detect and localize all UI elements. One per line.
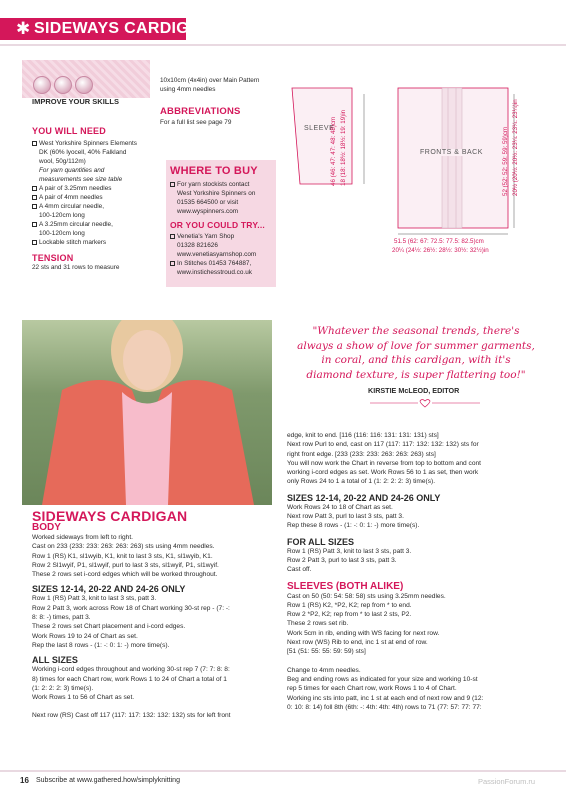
- instruction-line: These 2 rows set rib.: [287, 620, 349, 628]
- page-title: SIDEWAYS CARDIGAN: [34, 20, 213, 37]
- sleeve-length-in: 18 (18: 18½: 18½: 19: 19)in: [340, 109, 347, 186]
- tension-line: using 4mm needles: [160, 86, 216, 93]
- instruction-line: Beg and ending rows as indicated for your size and working 10-st: [287, 675, 478, 683]
- list-item: 100-120cm long: [39, 230, 85, 237]
- abbreviations-title: ABBREVIATIONS: [160, 106, 241, 117]
- list-item: 01535 664500 or visit: [177, 199, 239, 206]
- cardigan-photo: [22, 320, 272, 505]
- instruction-line: Worked sideways from left to right.: [32, 534, 134, 541]
- checkbox-icon: [32, 240, 37, 245]
- top-shape: [122, 392, 172, 505]
- instruction-line: Row 1 (RS) K1, sl1wyib, K1, knit to last 3 sts, K1, sl1wyib, K1.: [32, 552, 213, 560]
- instruction-line: Row 1 (RS) Patt 3, knit to last 3 sts, patt 3.: [32, 595, 157, 603]
- quote-line: in coral, and this cardigan, with it's: [321, 354, 511, 366]
- list-item: Venetia's Yarn Shop: [170, 232, 276, 241]
- body-subtitle: BODY: [32, 522, 61, 533]
- yarn-ball-icon: [33, 76, 51, 94]
- instruction-line: Row 2 Sl1wyif, P1, sl1wyif, purl to last 3 sts, sl1wyif, P1, sl1wyif.: [32, 561, 219, 569]
- list-item: For yarn quantities and: [39, 167, 105, 174]
- quote-line: always a show of love for summer garments,: [297, 339, 535, 352]
- checkbox-icon: [32, 195, 37, 200]
- list-item: A pair of 3.25mm needles: [32, 184, 162, 193]
- instruction-line: 0: 10: 8: 14) foll 8th (6th: -: 4th: 4th: 4th) rows to 71 (77: 57: 77: 77:: [287, 703, 482, 711]
- yarn-ball-icon: [54, 76, 72, 94]
- instruction-line: Work Rows 19 to 24 of Chart as set.: [32, 632, 138, 640]
- instruction-line: Row 2 Patt 3, purl to last 3 sts, patt 3.: [287, 556, 397, 564]
- instruction-line: edge, knit to end. [116 (116: 116: 131: 131: 131) sts]: [287, 432, 439, 439]
- body-height-in: 20½ (20½: 20½: 23¼: 23¼: 23¼)in: [512, 99, 519, 196]
- footer-divider: [0, 770, 566, 772]
- instruction-line: Rep the last 8 rows - (1: -: 0: 1: -) more time(s).: [32, 641, 170, 649]
- tension-line: 10x10cm (4x4in) over Main Pattern: [160, 77, 260, 84]
- instruction-line: Work Rows 1 to 56 of Chart as set.: [32, 694, 135, 702]
- you-will-need-section: [32, 126, 162, 272]
- quote-author: KIRSTIE McLEOD, EDITOR: [368, 386, 460, 395]
- tension-text: 22 sts and 31 rows to measure: [32, 264, 120, 271]
- instruction-line: 8) times for each Chart row, work Rows 1 to 24 of Chart a total of 1: [32, 675, 227, 683]
- list-item: DK (60% lyocell, 40% Falkland: [39, 149, 127, 156]
- subscribe-link[interactable]: Subscribe at www.gathered.how/simplyknitting: [36, 777, 180, 784]
- instruction-line: Next row (RS) Cast off 117 (117: 117: 132: 132: 132) sts for left front: [32, 712, 231, 720]
- instruction-line: Cast on 233 (233: 233: 263: 263: 263) sts using 4mm needles.: [32, 543, 215, 551]
- list-item: wool, 50g/112m): [39, 158, 86, 165]
- instruction-line: 8: 8: -) times, patt 3.: [32, 614, 91, 622]
- skills-label: IMPROVE YOUR SKILLS: [32, 97, 119, 106]
- instruction-line: working i-cord edges as set. Work Rows 56 to 1 as set, then work: [287, 469, 479, 477]
- list-item: www.venetiasyarnshop.com: [177, 251, 257, 258]
- schematic-diagram: [280, 84, 550, 274]
- where-to-buy-content: [170, 165, 276, 277]
- instruction-line: rep 5 times for each Chart row, work Rows 1 to 4 of Chart.: [287, 685, 457, 693]
- body-width-cm: 51.5 (62: 67: 72.5: 77.5: 82.5)cm: [394, 238, 484, 245]
- tension-continued: [160, 76, 280, 94]
- instruction-line: Row 2 Patt 3, work across Row 18 of Chart working 30-st rep - (7: -:: [32, 604, 230, 612]
- instruction-line: Next row Purl to end, cast on 117 (117: 117: 132: 132: 132) sts for: [287, 441, 479, 449]
- instruction-line: Row 1 (RS) Patt 3, knit to last 3 sts, patt 3.: [287, 547, 412, 555]
- checkbox-icon: [170, 182, 175, 187]
- instruction-line: Working i-cord edges throughout and working 30-st rep 7 (7: 7: 8: 8:: [32, 666, 230, 674]
- page-number: 16: [20, 776, 29, 785]
- instruction-line: Cast off.: [287, 566, 312, 574]
- instruction-line: Row 1 (RS) K2, *P2, K2; rep from * to end.: [287, 601, 412, 609]
- instruction-line: Change to 4mm needles.: [287, 666, 361, 674]
- list-item: 01328 821626: [177, 242, 218, 249]
- heart-divider: [370, 398, 480, 408]
- header-divider: [0, 44, 566, 46]
- instruction-line: (1: 2: 2: 2: 3) time(s).: [32, 684, 94, 692]
- continued-instructions: [287, 431, 551, 712]
- sizes-heading: SIZES 12-14, 20-22 AND 24-26 ONLY: [32, 584, 186, 595]
- pattern-title: SIDEWAYS CARDIGAN: [32, 508, 188, 524]
- list-item: 100-120cm long: [39, 212, 85, 219]
- instruction-line: right front edge. [233 (233: 233: 263: 263: 263) sts]: [287, 450, 436, 458]
- watermark: PassionForum.ru: [478, 777, 536, 786]
- instruction-line: only Rows 24 to 1 a total of 1 (1: 2: 2: 2: 3) time(s).: [287, 478, 436, 486]
- checkbox-icon: [170, 234, 175, 239]
- fronts-back-label: FRONTS & BACK: [420, 149, 483, 156]
- list-item: For yarn stockists contact: [170, 180, 276, 189]
- editor-quote: [282, 324, 550, 382]
- body-cable-column: [442, 88, 462, 228]
- heart-icon: [420, 400, 430, 408]
- list-item: measurements see size table: [39, 176, 123, 183]
- list-item: www.wyspinners.com: [177, 208, 239, 215]
- body-instructions: [32, 508, 280, 721]
- checkbox-icon: [32, 222, 37, 227]
- face-shape: [123, 330, 171, 390]
- instruction-line: Next row (WS) Rib to end, inc 1 st at end of row.: [287, 639, 428, 647]
- list-item: West Yorkshire Spinners on: [177, 190, 256, 197]
- cardigan-illustration: [22, 320, 272, 505]
- instruction-line: Cast on 50 (50: 54: 58: 58) sts using 3.25mm needles.: [287, 592, 446, 600]
- quote-line: diamond texture, is super flattering too!": [306, 368, 526, 381]
- try-title: OR YOU COULD TRY...: [170, 220, 265, 230]
- checkbox-icon: [32, 186, 37, 191]
- body-height-cm: 52 (52: 52: 59: 59: 59)cm: [502, 126, 509, 196]
- instruction-line: These 2 rows set i-cord edges which will be worked throughout.: [32, 571, 218, 579]
- list-item: In Stitches 01453 764887,: [170, 259, 276, 268]
- list-item: A 4mm circular needle,: [32, 202, 162, 211]
- star-icon: ✱: [16, 19, 31, 38]
- sleeve-length-cm: 46 (46: 47: 47: 48: 48)cm: [330, 116, 337, 186]
- tension-title: TENSION: [32, 253, 74, 263]
- checkbox-icon: [32, 141, 37, 146]
- where-to-buy-title: WHERE TO BUY: [170, 165, 258, 177]
- instruction-line: These 2 rows set Chart placement and i-cord edges.: [32, 623, 186, 631]
- instruction-line: You will now work the Chart in reverse from top to bottom and cont: [287, 459, 481, 467]
- checkbox-icon: [32, 204, 37, 209]
- instruction-line: [51 (51: 55: 55: 59: 59) sts]: [287, 648, 366, 656]
- instruction-line: Work Rows 24 to 18 of Chart as set.: [287, 503, 393, 511]
- instruction-line: Row 2 *P2, K2; rep from * to last 2 sts, P2.: [287, 611, 412, 619]
- sizes-heading: SIZES 12-14, 20-22 AND 24-26 ONLY: [287, 492, 441, 503]
- instruction-line: Rep these 8 rows - (1: -: 0: 1: -) more time(s).: [287, 522, 420, 530]
- abbreviations-text: For a full list see page 79: [160, 119, 232, 126]
- for-all-sizes-heading: FOR ALL SIZES: [287, 536, 355, 547]
- instruction-line: Next row Patt 3, purl to last 3 sts, patt 3.: [287, 513, 404, 521]
- yarn-ball-icon: [75, 76, 93, 94]
- needs-list: [32, 139, 162, 247]
- instruction-line: Working inc sts into patt, inc 1 st at each end of next row and 9 (12:: [287, 694, 484, 702]
- list-item: Lockable stitch markers: [32, 238, 162, 247]
- sleeves-heading: SLEEVES (BOTH ALIKE): [287, 580, 404, 592]
- list-item: West Yorkshire Spinners Elements: [32, 139, 162, 148]
- checkbox-icon: [170, 261, 175, 266]
- body-width-in: 20¼ (24½: 26½: 28½: 30½: 32½)in: [392, 247, 489, 254]
- sleeve-label: SLEEVE: [304, 125, 335, 132]
- all-sizes-heading: ALL SIZES: [32, 655, 78, 666]
- quote-line: "Whatever the seasonal trends, there's: [312, 325, 520, 337]
- list-item: A pair of 4mm needles: [32, 193, 162, 202]
- instruction-line: Work 5cm in rib, ending with WS facing for next row.: [287, 629, 440, 637]
- you-will-need-title: YOU WILL NEED: [32, 126, 106, 136]
- list-item: www.instichesstroud.co.uk: [177, 269, 252, 276]
- list-item: A 3.25mm circular needle,: [32, 220, 162, 229]
